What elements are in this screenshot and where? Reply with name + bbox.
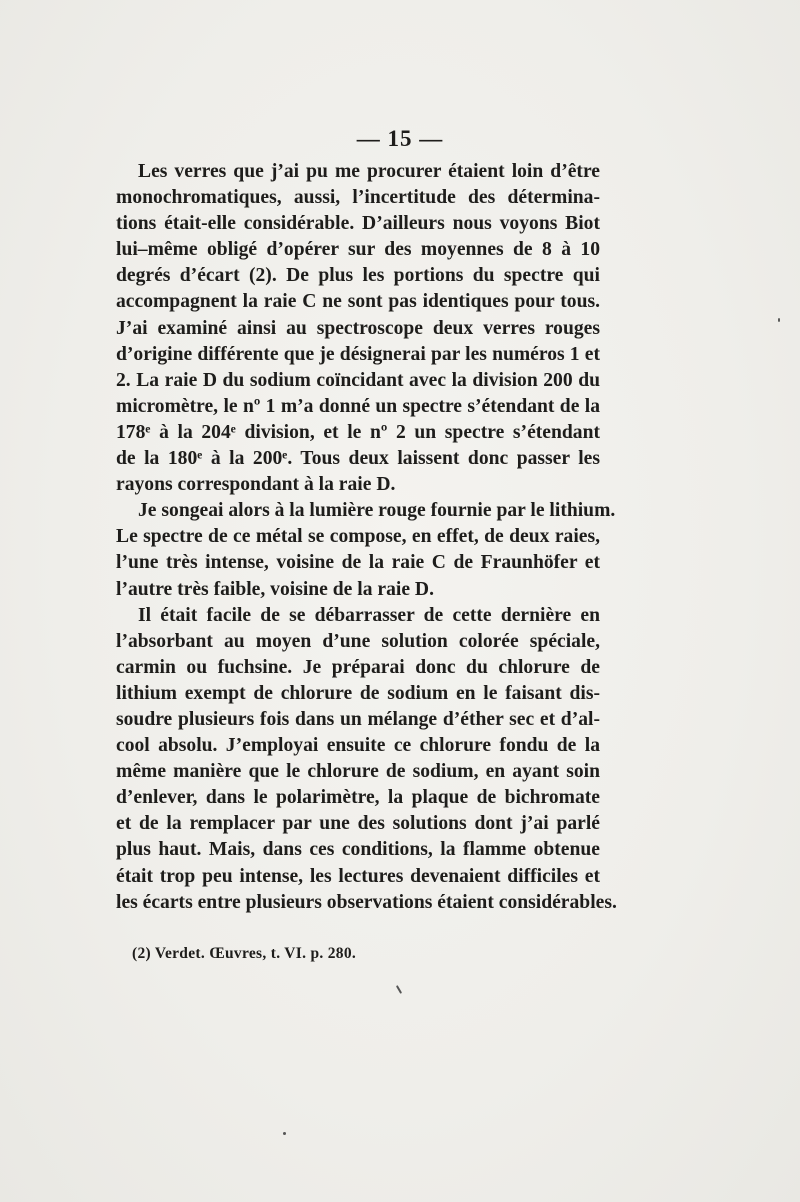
text-line: l’absorbant au moyen d’une solution colorée spéciale, — [116, 630, 600, 652]
body-text — [116, 159, 617, 916]
text-line: micromètre, le nº 1 m’a donné un spectre s’étendant de la — [116, 395, 600, 417]
text-line: plus haut. Mais, dans ces conditions, la flamme obtenue — [116, 839, 600, 861]
page-number: — 15 — — [356, 126, 444, 151]
text-line: cool absolu. J’employai ensuite ce chlorure fondu de la — [116, 735, 600, 757]
text-line: et de la remplacer par une des solutions dont j’ai parlé — [116, 813, 600, 835]
text-line: d’origine différente que je désignerai par les numéros 1 et — [116, 343, 600, 365]
text-line: même manière que le chlorure de sodium, en ayant soin — [116, 761, 600, 783]
text-line: tions était-elle considérable. D’ailleurs nous voyons Biot — [116, 213, 600, 235]
text-line: Il était facile de se débarrasser de cette dernière en — [138, 604, 600, 626]
text-line: Les verres que j’ai pu me procurer étaient loin d’être — [138, 161, 600, 182]
text-line: soudre plusieurs fois dans un mélange d’éther sec et d’al- — [116, 708, 600, 730]
text-line: monochromatiques, aussi, l’incertitude des détermina- — [116, 187, 600, 209]
text-line: 178ᵉ à la 204ᵉ division, et le nº 2 un spectre s’étendant — [116, 421, 600, 443]
text-line: l’autre très faible, voisine de la raie D. — [116, 578, 434, 600]
text-line: lithium exempt de chlorure de sodium en le faisant dis- — [116, 682, 600, 704]
paper-speck — [283, 1132, 286, 1135]
text-line: d’enlever, dans le polarimètre, la plaque de bichromate — [116, 787, 600, 809]
text-line: accompagnent la raie C ne sont pas identiques pour tous. — [116, 291, 600, 313]
text-line: l’une très intense, voisine de la raie C de Fraunhöfer et — [116, 552, 600, 574]
footnote: (2) Verdet. Œuvres, t. VI. p. 280. — [132, 945, 357, 962]
text-line: 2. La raie D du sodium coïncidant avec la division 200 du — [116, 369, 600, 391]
text-line: carmin ou fuchsine. Je préparai donc du chlorure de — [116, 656, 600, 678]
text-line: Le spectre de ce métal se compose, en effet, de deux raies, — [116, 526, 600, 548]
text-line: les écarts entre plusieurs observations étaient considérables. — [116, 891, 617, 913]
text-line: de la 180ᵉ à la 200ᵉ. Tous deux laissent donc passer les — [116, 448, 600, 470]
text-line: lui–même obligé d’opérer sur des moyennes de 8 à 10 — [116, 239, 600, 261]
paper-speck — [778, 318, 780, 322]
text-line: rayons correspondant à la raie D. — [116, 474, 396, 496]
paper-speck — [396, 985, 402, 994]
text-line: J’ai examiné ainsi au spectroscope deux verres rouges — [116, 317, 600, 339]
text-line: degrés d’écart (2). De plus les portions du spectre qui — [116, 265, 600, 287]
text-line: était trop peu intense, les lectures devenaient difficiles et — [116, 865, 600, 887]
text-line: Je songeai alors à la lumière rouge fournie par le lithium. — [138, 500, 616, 522]
